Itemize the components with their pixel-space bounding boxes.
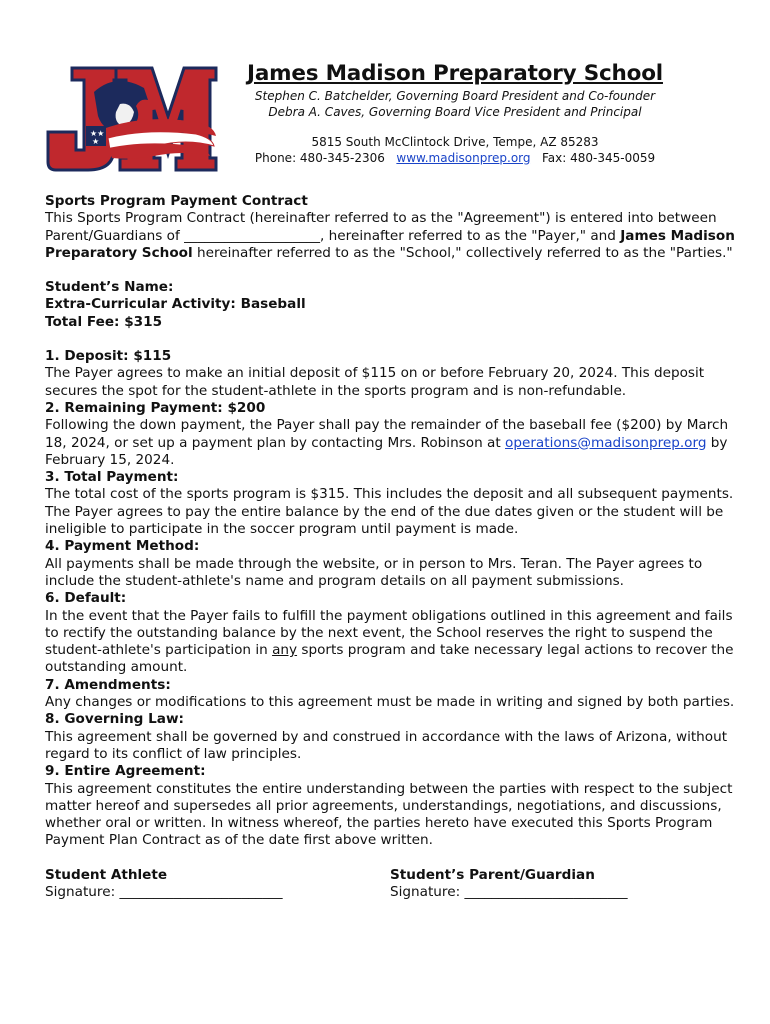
student-signature [45, 867, 390, 902]
operations-email-link[interactable]: operations@madisonprep.org [505, 434, 707, 451]
parent-signature [390, 867, 735, 902]
contact-line [232, 151, 678, 167]
section-deposit-text: The Payer agrees to make an initial deposit of $115 on or before February 20, 2024. This deposit secures the spot for the student-athlete in the sports program and is non-refundable. [45, 365, 705, 399]
section-default-text [45, 608, 735, 677]
section-method-text: All payments shall be made through the website, or in person to Mrs. Teran. The Payer agrees to include the student-athlete's name and program details on all payment submissions. [45, 555, 703, 589]
section-amendments-text: Any changes or modifications to this agreement must be made in writing and signed by both parties. [45, 694, 735, 711]
board-vice-president: Debra A. Caves, Governing Board Vice President and Principal [268, 104, 642, 119]
contract-body [45, 193, 735, 901]
letterhead [232, 60, 678, 166]
school-address: 5815 South McClintock Drive, Tempe, AZ 85283 [311, 135, 599, 149]
contract-title: Sports Program Payment Contract [45, 193, 308, 209]
student-signature-line: Signature: ________________________ [45, 883, 283, 900]
section-method-title: 4. Payment Method: [45, 538, 200, 555]
intro-text: This Sports Program Contract (hereinafter referred to as the "Agreement") is entered into between Parent/Guardians of ____________________, hereinafter referred to as the "Payer," and [45, 210, 717, 244]
svg-text:★★: ★★ [90, 129, 105, 138]
student-name-label: Student’s Name: [45, 279, 174, 296]
default-text: In the event that the Payer fails to fulfill the payment obligations outlined in this agreement and fails to rectify the outstanding balance by the next event, the School reserves the right to suspend the student-athlete's participation in [45, 607, 733, 659]
section-law-title: 8. Governing Law: [45, 711, 184, 728]
school-name: James Madison Preparatory School [247, 61, 663, 86]
parent-signature-line: Signature: ________________________ [390, 883, 628, 900]
section-entire-title: 9. Entire Agreement: [45, 763, 206, 780]
remaining-text: Following the down payment, the Payer shall pay the remainder of the baseball fee ($200) by March 18, 2024, or set up a payment plan by contacting Mrs. Robinson at [45, 417, 729, 451]
section-entire-text: This agreement constitutes the entire understanding between the parties with respect to the subject matter hereof and supersedes all prior agreements, understandings, negotiations, and discussions, whether oral or written. In witness whereof, the parties hereto have executed this Sports Program Payment Plan Contract as of the date first above written. [45, 780, 733, 849]
total-fee-label: Total Fee: $315 [45, 313, 163, 330]
intro-text-end: hereinafter referred to as the "School," collectively referred to as the "Parties." [192, 244, 733, 261]
default-text-end: sports program and take necessary legal actions to recover the outstanding amount. [45, 642, 734, 676]
intro-school-name: James Madison Preparatory School [45, 227, 735, 261]
website-link[interactable]: www.madisonprep.org [396, 150, 531, 165]
contract-intro [45, 210, 735, 262]
section-default-title: 6. Default: [45, 590, 127, 607]
section-remaining-title: 2. Remaining Payment: $200 [45, 399, 266, 416]
section-remaining-text [45, 417, 735, 469]
activity-label: Extra-Curricular Activity: Baseball [45, 296, 306, 313]
section-amendments-title: 7. Amendments: [45, 676, 171, 693]
section-total-text: The total cost of the sports program is $315. This includes the deposit and all subsequent payments. The Payer agrees to pay the entire balance by the end of the due dates given or the student will be ineligible to participate in the soccer program until payment is made. [45, 486, 734, 538]
section-total-title: 3. Total Payment: [45, 469, 179, 486]
section-law-text: This agreement shall be governed by and construed in accordance with the laws of Arizona, without regard to its conflict of law principles. [45, 728, 728, 762]
student-athlete-label: Student Athlete [45, 866, 168, 883]
fax-number: Fax: 480-345-0059 [541, 150, 656, 165]
default-any: any [272, 642, 298, 659]
school-logo [46, 66, 218, 172]
parent-guardian-label: Student’s Parent/Guardian [390, 866, 595, 883]
remaining-text-end: by February 15, 2024. [45, 434, 728, 468]
svg-text:★: ★ [92, 137, 100, 146]
board-president: Stephen C. Batchelder, Governing Board President and Co-founder [254, 89, 656, 103]
section-deposit-title: 1. Deposit: $115 [45, 348, 172, 365]
signature-block [45, 867, 735, 902]
phone-number: Phone: 480-345-2306 [254, 150, 385, 165]
